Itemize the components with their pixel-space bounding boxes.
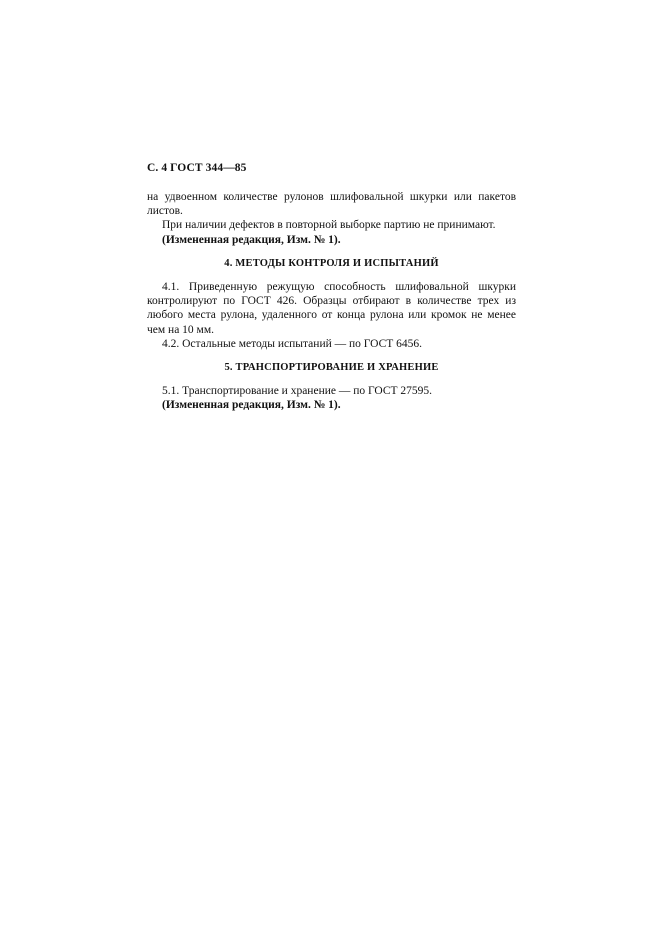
spacer <box>147 351 516 361</box>
clause-5-1: 5.1. Транспортирование и хранение — по ГОСТ 27595. <box>162 385 433 398</box>
clause-4-2: 4.2. Остальные методы испытаний — по ГОСТ 6456. <box>162 337 423 350</box>
clause-4-1: 4.1. Приведенную режущую способность шлифовальной шкурки контролируют по ГОСТ 426. Образцы отбирают в количестве трех из любого места рулона, удаленного от конца рулона или кромок не менее чем на 10 мм. <box>147 281 516 336</box>
page-header: С. 4 ГОСТ 344—85 <box>147 162 247 174</box>
amendment-note: (Измененная редакция, Изм. № 1). <box>162 399 341 412</box>
spacer <box>147 375 516 384</box>
spacer <box>147 271 516 280</box>
page-body <box>147 190 516 413</box>
paragraph-continuation: на удвоенном количестве рулонов шлифовальной шкурки или пакетов листов. <box>147 191 516 218</box>
spacer <box>147 247 516 257</box>
section-5-heading: 5. ТРАНСПОРТИРОВАНИЕ И ХРАНЕНИЕ <box>224 362 439 374</box>
amendment-note: (Измененная редакция, Изм. № 1). <box>162 233 341 246</box>
paragraph-defects: При наличии дефектов в повторной выборке партию не принимают. <box>162 219 496 232</box>
section-4-heading: 4. МЕТОДЫ КОНТРОЛЯ И ИСПЫТАНИЙ <box>224 257 439 269</box>
